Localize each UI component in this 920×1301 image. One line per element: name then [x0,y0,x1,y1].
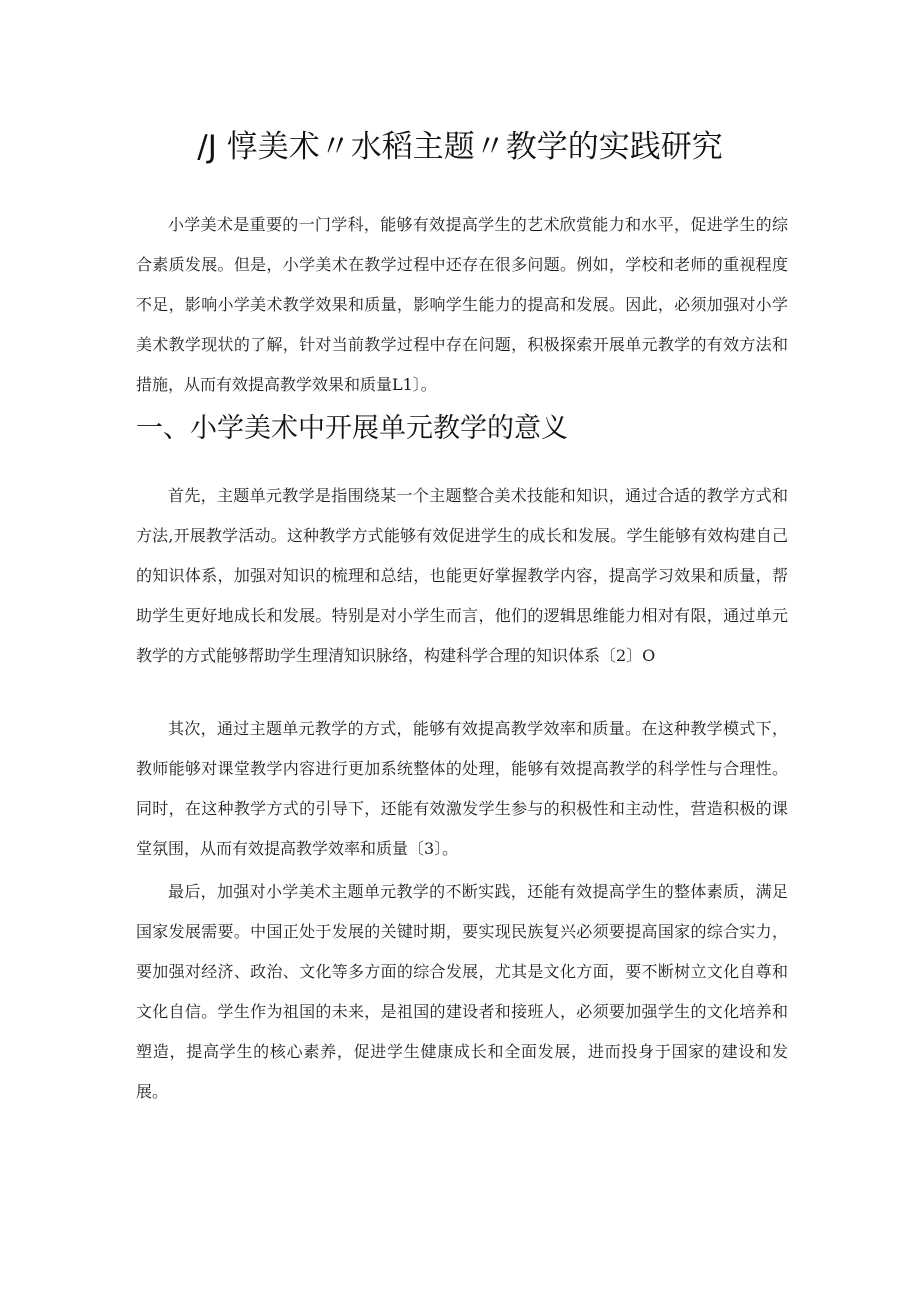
body-paragraph-third: 最后，加强对小学美术主题单元教学的不断实践，还能有效提高学生的整体素质，满足国家发展需要。中国正处于发展的关键时期，要实现民族复兴必须要提高国家的综合实力，要加强对经济、政治、文化等多方面的综合发展，尤其是文化方面，要不断树立文化自尊和文化自信。学生作为祖国的未来，是祖国的建设者和接班人，必须要加强学生的文化培养和塑造，提高学生的核心素养，促进学生健康成长和全面发展，进而投身于国家的建设和发展。 [136,882,788,1101]
body-paragraph-second: 其次，通过主题单元教学的方式，能够有效提高教学效率和质量。在这种教学模式下，教师能够对课堂教学内容进行更加系统整体的处理，能够有效提高教学的科学性与合理性。同时，在这种教学方式的引导下，还能有效激发学生参与的积极性和主动性，营造积极的课堂氛围，从而有效提高教学效率和质量〔3〕。 [136,719,788,858]
intro-paragraph: 小学美术是重要的一门学科，能够有效提高学生的艺术欣赏能力和水平，促进学生的综合素质发展。但是，小学美术在教学过程中还存在很多问题。例如，学校和老师的重视程度不足，影响小学美术教学效果和质量，影响学生能力的提高和发展。因此，必须加强对小学美术教学现状的了解，针对当前教学过程中存在问题，积极探索开展单元教学的有效方法和措施，从而有效提高教学效果和质量L1〕。 [136,215,788,394]
body-paragraph-first: 首先，主题单元教学是指围绕某一个主题整合美术技能和知识，通过合适的教学方式和方法,开展教学活动。这种教学方式能够有效促进学生的成长和发展。学生能够有效构建自己的知识体系，加强对知识的梳理和总结，也能更好掌握教学内容，提高学习效果和质量，帮助学生更好地成长和发展。特别是对小学生而言，他们的逻辑思维能力相对有限，通过单元教学的方式能够帮助学生理清知识脉络，构建科学合理的知识体系〔2〕O [136,486,788,665]
section-heading: 一、小学美术中开展单元教学的意义 [136,413,568,444]
document-title: /J 惇美术〃水稻主题〃教学的实践研究 [197,129,723,165]
